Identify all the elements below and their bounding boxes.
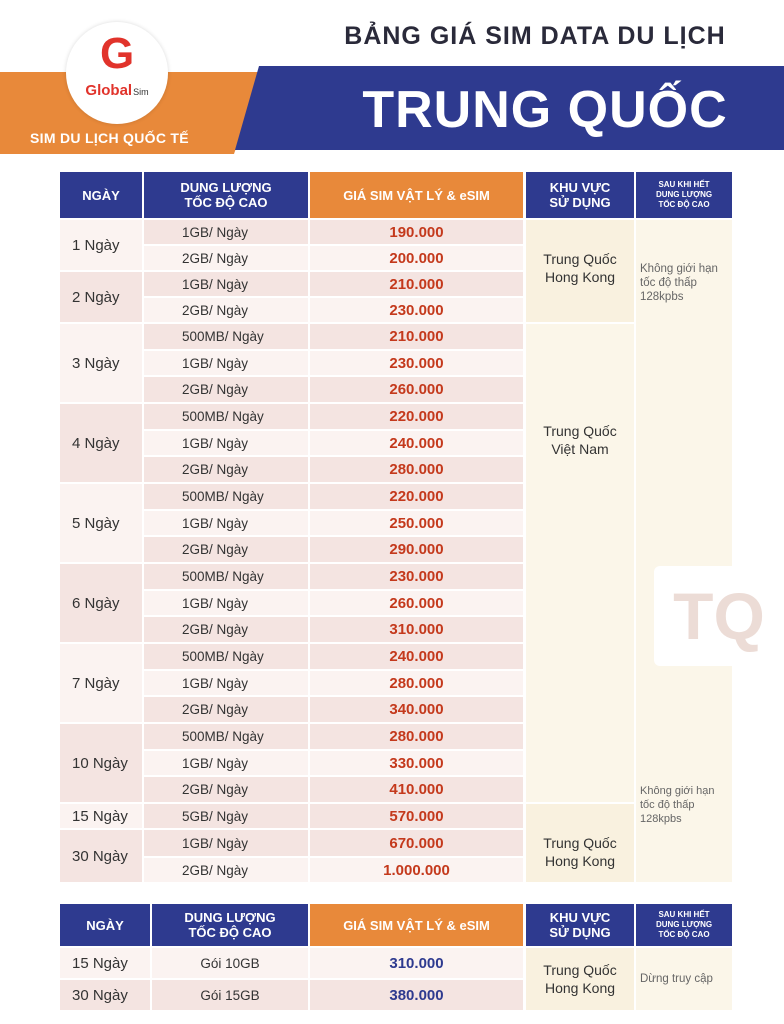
capacity-cell: Gói 15GB xyxy=(152,980,308,1010)
col-capacity-2-l2: TỐC ĐỘ CAO xyxy=(188,925,272,940)
price-cell: 330.000 xyxy=(310,751,523,775)
price-cell: 250.000 xyxy=(310,511,523,535)
day-cell: 30 Ngày xyxy=(60,980,150,1010)
after-top xyxy=(640,262,718,304)
price-cell: 280.000 xyxy=(310,457,523,482)
price-cell: 280.000 xyxy=(310,724,523,749)
col-capacity-2-l1: DUNG LƯỢNG xyxy=(184,910,276,925)
price-cell: 220.000 xyxy=(310,404,523,429)
watermark-tq: TQ xyxy=(654,566,784,666)
capacity-cell: 5GB/ Ngày xyxy=(144,804,308,828)
col-region-l1: KHU VỰC xyxy=(549,180,611,195)
region-cell xyxy=(526,324,634,802)
capacity-cell: 2GB/ Ngày xyxy=(144,777,308,802)
price-cell: 210.000 xyxy=(310,272,523,296)
country-title: TRUNG QUỐC xyxy=(362,81,728,139)
col-after-l1: SAU KHI HẾT xyxy=(658,180,710,189)
capacity-cell: 2GB/ Ngày xyxy=(144,246,308,270)
capacity-cell: 2GB/ Ngày xyxy=(144,617,308,642)
after-bottom xyxy=(640,784,715,826)
after-cell xyxy=(636,220,732,882)
capacity-cell: 1GB/ Ngày xyxy=(144,431,308,455)
after-bottom-line2: tốc độ thấp xyxy=(640,799,695,811)
day-cell: 6 Ngày xyxy=(60,564,142,642)
capacity-cell: 1GB/ Ngày xyxy=(144,220,308,244)
col-after-2-l2: DUNG LƯỢNG xyxy=(655,920,713,929)
region-line1: Trung Quốc xyxy=(543,251,617,267)
after-cell: Dừng truy cập xyxy=(636,948,732,1010)
region-line2: Hong Kong xyxy=(544,853,616,869)
col-after-2 xyxy=(636,904,732,946)
col-capacity-l1: DUNG LƯỢNG xyxy=(180,180,272,195)
price-cell: 340.000 xyxy=(310,697,523,722)
col-region-l2: SỬ DỤNG xyxy=(549,195,611,210)
logo-brand-small: Sim xyxy=(133,87,149,97)
capacity-cell: 1GB/ Ngày xyxy=(144,351,308,375)
price-cell: 230.000 xyxy=(310,564,523,589)
price-cell: 410.000 xyxy=(310,777,523,802)
col-day-2: NGÀY xyxy=(60,904,150,946)
capacity-cell: 500MB/ Ngày xyxy=(144,724,308,749)
day-cell: 2 Ngày xyxy=(60,272,142,322)
capacity-cell: 2GB/ Ngày xyxy=(144,537,308,562)
page-title: BẢNG GIÁ SIM DATA DU LỊCH xyxy=(344,22,726,50)
capacity-cell: 1GB/ Ngày xyxy=(144,671,308,695)
table-header xyxy=(60,172,732,218)
capacity-cell: 2GB/ Ngày xyxy=(144,457,308,482)
capacity-cell: 1GB/ Ngày xyxy=(144,511,308,535)
col-region-2-l1: KHU VỰC xyxy=(549,910,611,925)
day-cell: 30 Ngày xyxy=(60,830,142,882)
table-header-2 xyxy=(60,904,732,946)
day-cell: 1 Ngày xyxy=(60,220,142,270)
capacity-cell: 1GB/ Ngày xyxy=(144,830,308,856)
price-cell: 280.000 xyxy=(310,671,523,695)
price-cell: 240.000 xyxy=(310,431,523,455)
region-cell xyxy=(526,220,634,322)
capacity-cell: 2GB/ Ngày xyxy=(144,858,308,882)
col-capacity xyxy=(144,172,308,218)
region-cell xyxy=(526,948,634,1010)
col-after xyxy=(636,172,732,218)
col-after-2-l1: SAU KHI HẾT xyxy=(658,910,710,919)
capacity-cell: 1GB/ Ngày xyxy=(144,272,308,296)
capacity-cell: 2GB/ Ngày xyxy=(144,298,308,322)
price-cell: 570.000 xyxy=(310,804,523,828)
price-cell: 1.000.000 xyxy=(310,858,523,882)
price-cell: 310.000 xyxy=(310,948,523,978)
after-top-line1: Không giới hạn xyxy=(640,263,718,275)
col-capacity-2 xyxy=(152,904,308,946)
logo-g-icon: G xyxy=(100,29,135,78)
price-cell: 260.000 xyxy=(310,377,523,402)
col-region-2 xyxy=(526,904,634,946)
logo-text xyxy=(66,82,168,99)
logo-brand: Global xyxy=(85,82,133,99)
region-line2: Hong Kong xyxy=(544,980,616,996)
col-after-l2: DUNG LƯỢNG xyxy=(655,190,713,199)
capacity-cell: 1GB/ Ngày xyxy=(144,591,308,615)
price-cell: 230.000 xyxy=(310,298,523,322)
price-cell: 200.000 xyxy=(310,246,523,270)
capacity-cell: 500MB/ Ngày xyxy=(144,564,308,589)
capacity-cell: 2GB/ Ngày xyxy=(144,697,308,722)
col-region xyxy=(526,172,634,218)
capacity-cell: 2GB/ Ngày xyxy=(144,377,308,402)
day-cell: 15 Ngày xyxy=(60,804,142,828)
col-region-2-l2: SỬ DỤNG xyxy=(549,925,611,940)
price-cell: 210.000 xyxy=(310,324,523,349)
price-cell: 310.000 xyxy=(310,617,523,642)
region-line1: Trung Quốc xyxy=(543,835,617,851)
region-line1: Trung Quốc xyxy=(543,962,617,978)
day-cell: 7 Ngày xyxy=(60,644,142,722)
price-cell: 240.000 xyxy=(310,644,523,669)
tagline: SIM DU LỊCH QUỐC TẾ xyxy=(30,130,189,146)
day-cell: 3 Ngày xyxy=(60,324,142,402)
col-after-l3: TỐC ĐỘ CAO xyxy=(658,200,710,209)
price-table-2 xyxy=(60,904,732,1016)
col-day: NGÀY xyxy=(60,172,142,218)
price-cell: 190.000 xyxy=(310,220,523,244)
capacity-cell: Gói 10GB xyxy=(152,948,308,978)
price-cell: 290.000 xyxy=(310,537,523,562)
col-capacity-l2: TỐC ĐỘ CAO xyxy=(184,195,268,210)
price-cell: 260.000 xyxy=(310,591,523,615)
col-price: GIÁ SIM VẬT LÝ & eSIM xyxy=(310,172,523,218)
capacity-cell: 1GB/ Ngày xyxy=(144,751,308,775)
price-cell: 220.000 xyxy=(310,484,523,509)
after-bottom-line1: Không giới hạn xyxy=(640,785,715,797)
after-top-line3: 128kpbs xyxy=(640,291,684,303)
globalsim-logo xyxy=(66,22,168,124)
region-line2: Việt Nam xyxy=(551,441,609,457)
day-cell: 4 Ngày xyxy=(60,404,142,482)
day-cell: 5 Ngày xyxy=(60,484,142,562)
price-cell: 670.000 xyxy=(310,830,523,856)
price-cell: 380.000 xyxy=(310,980,523,1010)
day-cell: 10 Ngày xyxy=(60,724,142,802)
after-bottom-line3: 128kpbs xyxy=(640,813,682,825)
price-table-1 xyxy=(60,172,732,892)
region-cell xyxy=(526,804,634,882)
capacity-cell: 500MB/ Ngày xyxy=(144,644,308,669)
region-line1: Trung Quốc xyxy=(543,423,617,439)
col-price-2: GIÁ SIM VẬT LÝ & eSIM xyxy=(310,904,523,946)
after-top-line2: tốc độ thấp xyxy=(640,277,697,289)
capacity-cell: 500MB/ Ngày xyxy=(144,404,308,429)
capacity-cell: 500MB/ Ngày xyxy=(144,324,308,349)
price-cell: 230.000 xyxy=(310,351,523,375)
capacity-cell: 500MB/ Ngày xyxy=(144,484,308,509)
region-line2: Hong Kong xyxy=(544,269,616,285)
day-cell: 15 Ngày xyxy=(60,948,150,978)
col-after-2-l3: TỐC ĐỘ CAO xyxy=(658,930,710,939)
